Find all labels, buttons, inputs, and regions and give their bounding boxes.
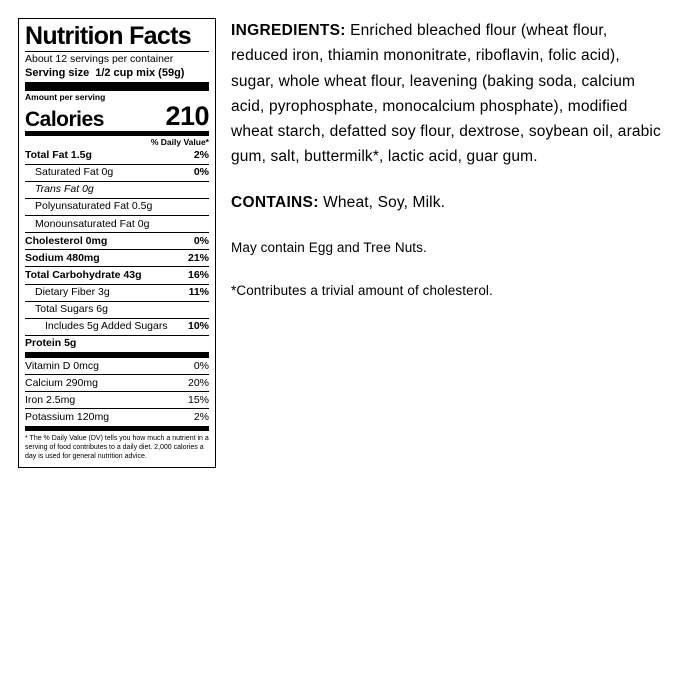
nutrient-dv: 2% [193,149,209,162]
nutrient-name: Saturated Fat 0g [35,166,114,179]
nutrient-name: Dietary Fiber 3g [35,286,110,299]
nutrient-dv: 20% [187,376,209,389]
table-row [25,409,209,425]
footnote-divider [25,426,209,463]
nutrient-dv: 0% [193,166,209,179]
divider-thick-1 [25,82,209,91]
daily-value-footnote: * The % Daily Value (DV) tells you how much a nutrient in a serving of food contributes to a daily diet. 2,000 calories a day is used for general nutrition advice. [25,434,209,461]
servings-per-container: About 12 servings per container [25,53,174,65]
nutrient-name: Polyunsaturated Fat 0.5g [35,200,153,213]
nutrient-name: Cholesterol 0mg [25,234,108,247]
contains-block [231,191,661,216]
nutrition-facts-panel [18,18,216,468]
ingredients-text: Enriched bleached flour (wheat flour, reduced iron, thiamin mononitrate, riboflavin, folic acid), sugar, whole wheat flour, leavening (baking soda, calcium acid, pyrophosphate, monocalcium phosphate), modified wheat starch, defatted soy flour, dextrose, soybean oil, arabic gum, salt, buttermilk*, lactic acid, guar gum. [231,22,661,166]
nutrient-name: Trans Fat 0g [35,183,94,196]
table-row [25,250,209,267]
nutrient-dv: 15% [187,393,209,406]
table-row [25,302,209,319]
serving-size-value: 1/2 cup mix (59g) [95,67,185,80]
table-row [25,182,209,199]
table-row [25,375,209,392]
table-row [25,285,209,302]
nutrient-name: Calcium 290mg [25,376,98,389]
nutrient-name: Iron 2.5mg [25,393,76,406]
nutrient-rows [25,148,209,354]
calories-row [25,100,209,131]
nutrient-name: Monounsaturated Fat 0g [35,217,150,230]
nutrient-dv: 0% [193,234,209,247]
contains-heading: CONTAINS: [231,193,319,211]
table-row [25,199,209,216]
ingredients-block [231,18,661,170]
table-row [25,148,209,165]
nutrient-dv: 21% [187,251,209,264]
nutrient-name: Protein 5g [25,337,77,350]
nutrient-name: Includes 5g Added Sugars [45,320,168,333]
vitamin-rows [25,358,209,426]
table-row [25,233,209,250]
table-row [25,319,209,336]
ingredients-heading: INGREDIENTS: [231,22,346,39]
table-row [25,336,209,353]
nutrient-name: Vitamin D 0mcg [25,359,99,372]
serving-size-row [25,66,209,82]
serving-size-label: Serving size [25,67,90,80]
table-row [25,216,209,233]
calories-value: 210 [165,100,209,131]
nutrient-dv: 2% [193,410,209,423]
calories-label: Calories [25,107,104,131]
nutrient-name: Potassium 120mg [25,410,110,423]
may-contain-text: May contain Egg and Tree Nuts. [231,240,427,256]
table-row [25,165,209,182]
contains-text: Wheat, Soy, Milk. [323,193,446,211]
daily-value-header: % Daily Value* [150,136,209,147]
contributes-note-text: *Contributes a trivial amount of cholesterol. [231,282,493,298]
nutrient-name: Total Fat 1.5g [25,149,92,162]
nutrient-dv: 10% [187,320,209,333]
nutrient-dv: 11% [188,286,209,299]
ingredients-column [231,18,661,301]
table-row [25,267,209,284]
nutrient-name: Total Sugars 6g [35,303,108,316]
nutrient-dv: 16% [187,268,209,281]
table-row [25,392,209,409]
nutrition-facts-title: Nutrition Facts [25,22,191,50]
nutrient-name: Total Carbohydrate 43g [25,268,142,281]
table-row [25,358,209,375]
nutrient-name: Sodium 480mg [25,251,100,264]
nutrient-dv: 0% [193,359,209,372]
amount-per-serving-label: Amount per serving [25,92,106,103]
